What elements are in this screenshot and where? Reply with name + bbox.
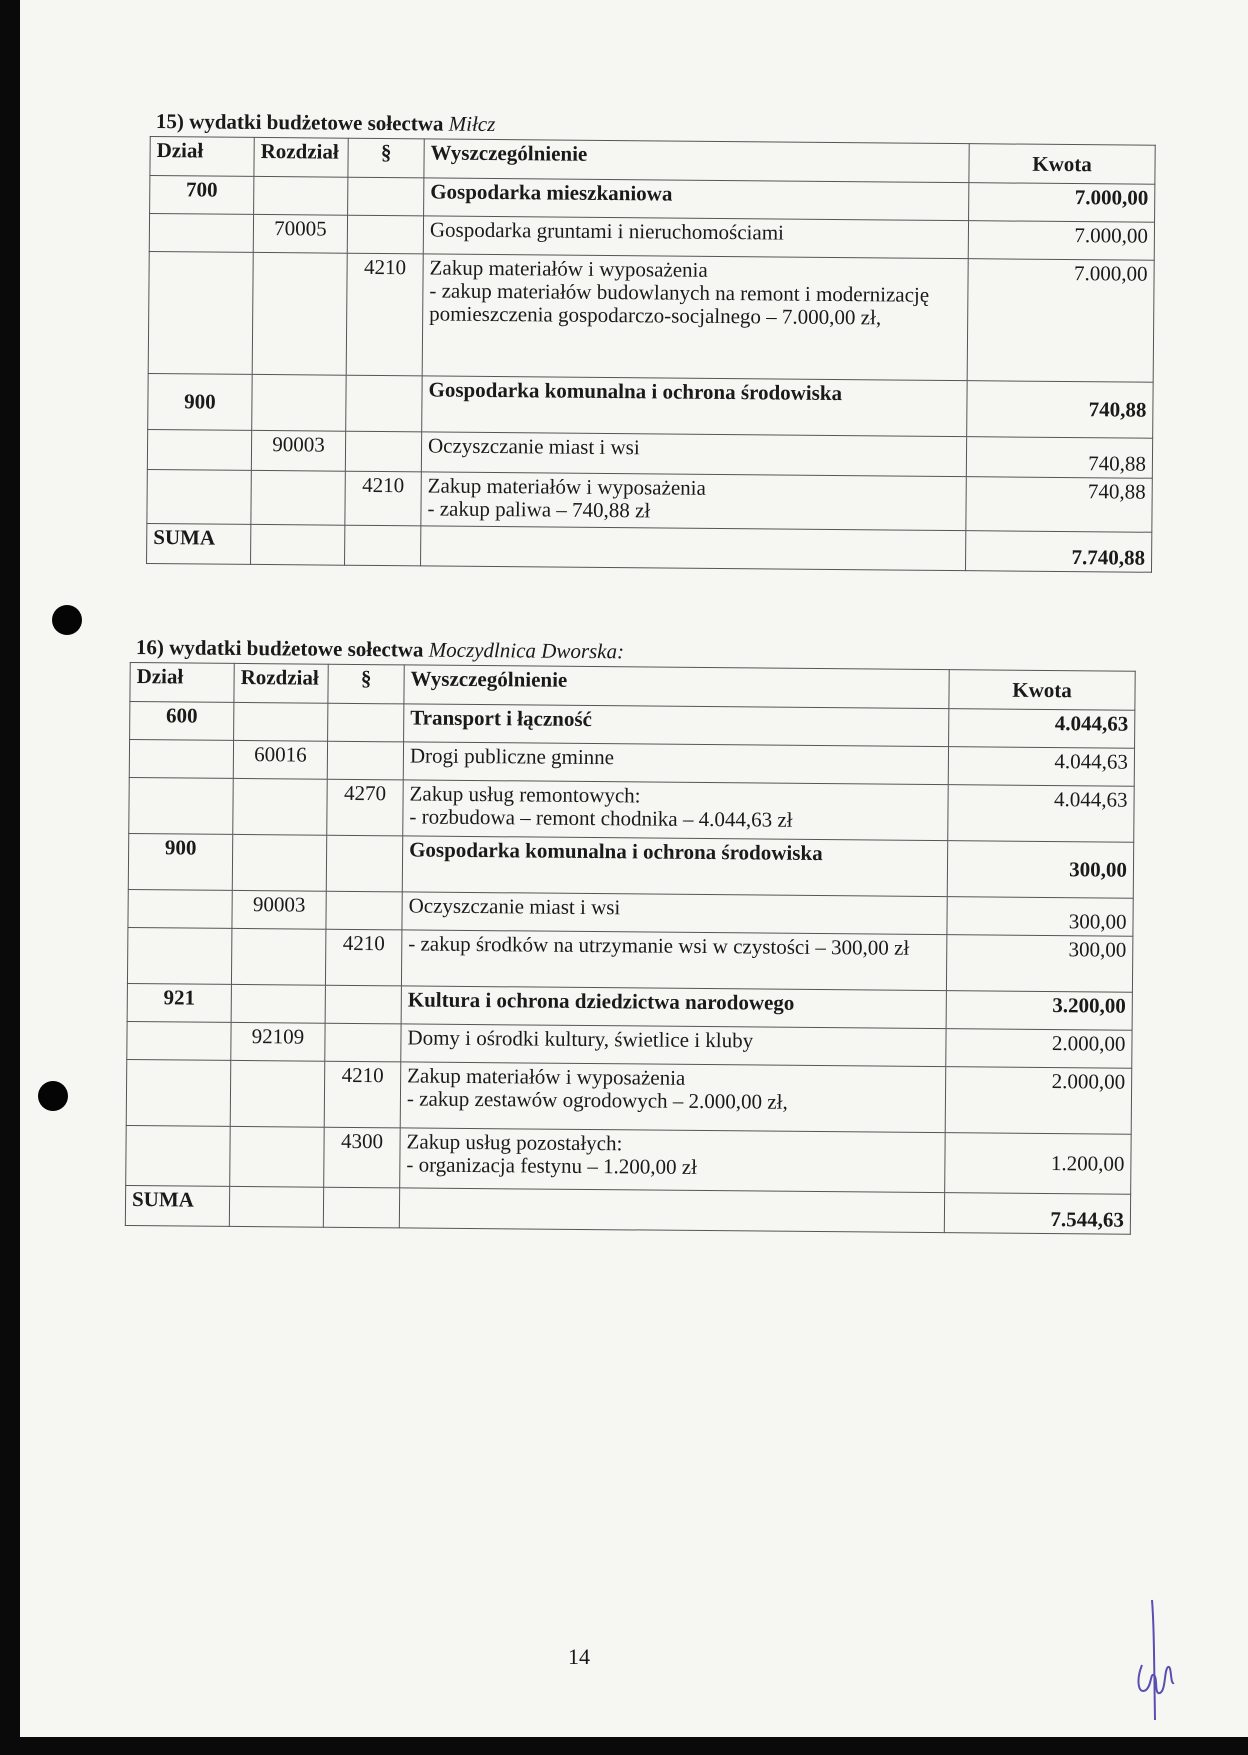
cell-paragraph xyxy=(327,741,403,780)
cell-rozdzial xyxy=(252,252,347,375)
cell-dzial xyxy=(128,889,232,928)
cell-dzial xyxy=(126,1125,231,1186)
cell-description: Domy i ośrodki kultury, świetlice i kluby xyxy=(401,1024,946,1067)
cell-paragraph xyxy=(326,891,402,930)
cell-paragraph: 4300 xyxy=(324,1127,401,1188)
cell-empty xyxy=(345,525,421,566)
table-row xyxy=(128,833,1133,898)
column-header-dzial: Dział xyxy=(150,137,254,177)
cell-kwota: 7.000,00 xyxy=(967,259,1154,383)
description-text: Zakup usług pozostałych: - organizacja festynu – 1.200,00 zł xyxy=(406,1129,698,1179)
cell-rozdzial xyxy=(252,374,346,431)
column-header-kwota: Kwota xyxy=(949,670,1135,711)
column-header-kwota: Kwota xyxy=(969,144,1155,185)
handwritten-signature xyxy=(1124,1595,1194,1730)
cell-paragraph xyxy=(346,375,422,432)
cell-description xyxy=(400,1062,946,1133)
cell-empty xyxy=(399,1188,944,1233)
cell-dzial xyxy=(127,1021,231,1060)
cell-rozdzial xyxy=(231,928,325,985)
cell-description: Gospodarka komunalna i ochrona środowiska xyxy=(402,836,947,897)
section-heading-place: Moczydlnica Dworska: xyxy=(428,637,625,664)
cell-description: Kultura i ochrona dziedzictwa narodowego xyxy=(401,986,946,1029)
cell-rozdzial xyxy=(230,1060,325,1127)
cell-description: Oczyszczanie miast i wsi xyxy=(402,892,947,935)
budget-table xyxy=(125,662,1136,1235)
cell-dzial: 700 xyxy=(150,176,254,215)
cell-kwota: 300,00 xyxy=(946,935,1132,993)
description-text: Zakup materiałów i wyposażenia - zakup paliwa – 740,88 zł xyxy=(427,473,706,523)
table-row-suma xyxy=(147,523,1152,572)
cell-dzial xyxy=(129,777,233,834)
cell-dzial xyxy=(129,740,233,779)
punch-hole xyxy=(52,605,82,635)
cell-kwota: 7.000,00 xyxy=(968,221,1154,261)
cell-rozdzial xyxy=(231,984,325,1023)
cell-kwota: 3.200,00 xyxy=(946,991,1132,1031)
cell-kwota: 740,88 xyxy=(967,381,1153,439)
cell-paragraph xyxy=(326,835,402,892)
section-heading-place: Miłcz xyxy=(448,111,496,137)
cell-description: Transport i łączność xyxy=(404,704,949,747)
cell-dzial: 921 xyxy=(127,983,231,1022)
cell-rozdzial xyxy=(230,1126,325,1187)
cell-dzial: 900 xyxy=(148,373,252,430)
cell-description xyxy=(403,780,948,841)
page-number: 14 xyxy=(568,1644,590,1669)
cell-dzial xyxy=(126,1059,231,1126)
cell-kwota: 7.000,00 xyxy=(969,183,1155,223)
cell-rozdzial: 60016 xyxy=(233,740,327,779)
cell-empty xyxy=(323,1187,399,1228)
cell-kwota: 4.044,63 xyxy=(948,785,1134,843)
cell-empty xyxy=(229,1186,323,1227)
section-heading-prefix: 15) wydatki budżetowe sołectwa xyxy=(155,109,444,136)
column-header-description: Wyszczególnienie xyxy=(424,139,969,183)
cell-rozdzial xyxy=(232,834,326,891)
column-header-paragraph: § xyxy=(328,664,404,704)
cell-description: - zakup środków na utrzymanie wsi w czystości – 300,00 zł xyxy=(401,930,946,991)
cell-paragraph xyxy=(345,431,421,472)
table-row xyxy=(126,1059,1132,1134)
cell-rozdzial: 90003 xyxy=(251,430,345,471)
cell-kwota: 2.000,00 xyxy=(946,1029,1132,1069)
cell-dzial xyxy=(149,214,253,253)
cell-paragraph: 4270 xyxy=(327,779,403,836)
table-row xyxy=(147,469,1152,532)
table-row-suma xyxy=(125,1185,1130,1234)
cell-description xyxy=(421,472,966,531)
column-header-rozdzial: Rozdział xyxy=(254,137,348,177)
budget-table xyxy=(146,136,1156,573)
cell-kwota: 300,00 xyxy=(947,897,1133,937)
cell-paragraph: 4210 xyxy=(346,253,423,376)
cell-kwota: 1.200,00 xyxy=(945,1133,1132,1195)
cell-empty xyxy=(251,524,345,565)
budget-section-milcz xyxy=(146,108,1156,573)
suma-label: SUMA xyxy=(147,523,251,564)
cell-kwota: 740,88 xyxy=(966,437,1152,479)
table-row xyxy=(127,927,1132,992)
cell-kwota: 300,00 xyxy=(947,841,1133,899)
table-row xyxy=(129,777,1134,842)
budget-section-moczydlnica-dworska xyxy=(125,634,1136,1235)
cell-dzial xyxy=(127,927,231,984)
cell-rozdzial xyxy=(233,778,327,835)
cell-kwota: 4.044,63 xyxy=(948,747,1134,787)
cell-paragraph xyxy=(325,985,401,1024)
cell-dzial: 900 xyxy=(128,833,232,890)
description-text: Zakup materiałów i wyposażenia - zakup zestawów ogrodowych – 2.000,00 zł, xyxy=(406,1063,788,1114)
cell-kwota: 740,88 xyxy=(966,477,1152,533)
column-header-rozdzial: Rozdział xyxy=(234,663,328,703)
table-row xyxy=(148,251,1154,382)
cell-description: Gospodarka komunalna i ochrona środowiska xyxy=(422,376,967,437)
cell-description: Gospodarka mieszkaniowa xyxy=(424,178,969,221)
cell-description xyxy=(400,1128,946,1193)
cell-paragraph: 4210 xyxy=(345,471,421,526)
cell-rozdzial: 90003 xyxy=(232,890,326,929)
cell-dzial xyxy=(147,469,251,524)
cell-kwota: 4.044,63 xyxy=(949,709,1135,749)
description-text: Zakup materiałów i wyposażenia - zakup materiałów budowlanych na remont i modernizację pomieszczenia gospodarczo-socjalnego – 7.000,00 zł, xyxy=(429,255,935,330)
cell-description: Gospodarka gruntami i nieruchomościami xyxy=(423,216,968,259)
cell-dzial: 600 xyxy=(130,702,234,741)
suma-label: SUMA xyxy=(125,1185,229,1226)
cell-paragraph: 4210 xyxy=(324,1061,401,1128)
section-heading-prefix: 16) wydatki budżetowe sołectwa xyxy=(135,635,424,662)
cell-rozdzial xyxy=(254,176,348,215)
cell-kwota: 2.000,00 xyxy=(945,1067,1132,1135)
scan-edge-bottom xyxy=(0,1737,1248,1755)
cell-paragraph xyxy=(347,215,423,254)
cell-paragraph xyxy=(328,703,404,742)
table-row xyxy=(148,373,1153,438)
description-text: Zakup usług remontowych: - rozbudowa – remont chodnika – 4.044,63 zł xyxy=(409,781,793,832)
column-header-paragraph: § xyxy=(348,138,424,178)
table-row xyxy=(126,1125,1131,1194)
cell-rozdzial: 92109 xyxy=(231,1022,325,1061)
column-header-dzial: Dział xyxy=(130,663,234,703)
cell-paragraph xyxy=(325,1023,401,1062)
cell-description xyxy=(422,254,968,381)
suma-value: 7.740,88 xyxy=(965,531,1151,573)
cell-empty xyxy=(421,526,966,571)
cell-rozdzial: 70005 xyxy=(253,214,347,253)
scan-edge-left xyxy=(0,0,20,1755)
cell-description: Oczyszczanie miast i wsi xyxy=(421,432,966,477)
cell-rozdzial xyxy=(234,702,328,741)
cell-description: Drogi publiczne gminne xyxy=(403,742,948,785)
cell-paragraph: 4210 xyxy=(325,929,401,986)
punch-hole xyxy=(38,1081,68,1111)
suma-value: 7.544,63 xyxy=(944,1193,1130,1235)
cell-rozdzial xyxy=(251,470,345,525)
cell-paragraph xyxy=(348,177,424,216)
cell-dzial xyxy=(148,251,253,374)
column-header-description: Wyszczególnienie xyxy=(404,665,949,709)
cell-dzial xyxy=(147,429,251,470)
